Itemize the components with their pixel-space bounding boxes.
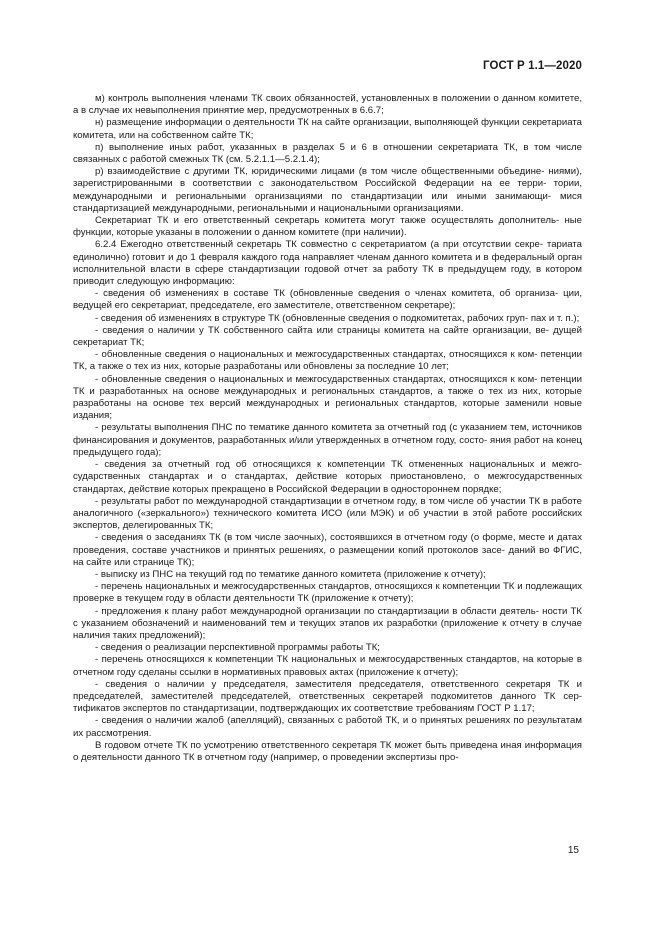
list-item: - обновленные сведения о национальных и межгосударственных стандартах, относящихся к ком- петенции ТК, а также о тех из них, которые разработаны или обновлены за последние 10 лет;	[73, 349, 582, 373]
paragraph: м) контроль выполнения членами ТК своих обязанностей, установленных в положении о данном комитете, а в случае их невыполнения принятие мер, предусмотренных в 6.6.7;	[73, 93, 582, 117]
paragraph: р) взаимодействие с другими ТК, юридическими лицами (в том числе общественными объедине- ниями), зарегистрированными в соответствии с законодательством Российской Федерации на ее терри- тории, международными и региональными организациями по стандартизации или иными занимающи- мися стандартизацией международными, региональными и национальными организациями.	[73, 166, 582, 214]
list-item: - сведения о наличии у председателя, заместителя председателя, ответственного секретаря ТК и председателей, заместителей председателей, ответственных секретарей подкомитетов данного ТК сер- тификатов экспертов по стандартизации, подтверждающих их соответствие требованиям ГОСТ Р 1.17;	[73, 678, 582, 715]
list-item: - выписку из ПНС на текущий год по тематике данного комитета (приложение к отчету);	[95, 568, 486, 580]
list-item: - сведения об изменениях в структуре ТК (обновленные сведения о подкомитетах, рабочих груп- пах и т. п.);	[95, 312, 580, 324]
list-item: - сведения о заседаниях ТК (в том числе заочных), состоявшихся в отчетном году (о форме, месте и датах проведения, составе участников и принятых решениях, о размещении копий протоколов засе- даний во ФГИС, на сайте или странице ТК);	[73, 532, 582, 568]
list-item: - сведения о реализации перспективной программы работы ТК;	[95, 642, 380, 654]
paragraph: н) размещение информации о деятельности ТК на сайте организации, выполняющей функции секретариата комитета, или на собственном сайте ТК;	[73, 117, 582, 141]
standard-code-header: ГОСТ Р 1.1—2020	[483, 60, 582, 72]
list-item: - перечень национальных и межгосударственных стандартов, относящихся к компетенции ТК и подлежащих проверке в текущем году в области деятельности ТК (приложение к отчету);	[73, 581, 582, 605]
paragraph: п) выполнение иных работ, указанных в разделах 5 и 6 в отношении секретариата ТК, в том числе связанных с работой смежных ТК (см. 5.2.1.1—5.2.1.4);	[73, 141, 582, 166]
list-item: - обновленные сведения о национальных и межгосударственных стандартах, относящихся к ком- петенции ТК и разработанных на основе международных и региональных стандартов, а также о тех из них, которые разработаны на основе тех версий международных и региональных стандартов, которые заменили новые издания;	[73, 373, 582, 422]
list-item: - результаты работ по международной стандартизации в отчетном году, в том числе об участии ТК в работе аналогичного («зеркального») технического комитета ИСО (или МЭК) и об участии в этой работе российских экспертов, делегированных ТК;	[73, 495, 582, 532]
document-body	[73, 93, 582, 764]
list-item: - перечень относящихся к компетенции ТК национальных и межгосударственных стандартов, на которые в отчетном году сделаны ссылки в нормативных правовых актах (приложение к отчету);	[73, 654, 582, 678]
list-item: - сведения за отчетный год об относящихся к компетенции ТК отмененных национальных и межго- сударственных стандартах и о стандартах, действие которых приостановлено, о межгосударственных стандартах, действие которых прекращено в Российской Федерации в одностороннем порядке;	[73, 459, 582, 495]
list-item: - сведения об изменениях в составе ТК (обновленные сведения о членах комитета, об организа- ции, ведущей его секретариат, председателе, его заместителе, ответственном секретаре);	[73, 288, 582, 312]
list-item: - сведения о наличии у ТК собственного сайта или страницы комитета на сайте организации, ве- дущей секретариат ТК;	[73, 324, 582, 349]
paragraph: Секретариат ТК и его ответственный секретарь комитета могут также осуществлять дополнитель- ные функции, которые указаны в положении о данном комитете (при наличии).	[73, 215, 582, 239]
paragraph: 6.2.4 Ежегодно ответственный секретарь ТК совместно с секретариатом (а при отсутствии секре- тариата единолично) готовит и до 1 февраля каждого года направляет членам данного комитета и в федеральный орган исполнительной власти в сфере стандартизации годовой отчет за работу ТК в предыдущем году, в котором приводит следующую информацию:	[73, 239, 582, 288]
list-item: - результаты выполнения ПНС по тематике данного комитета за отчетный год (с указанием тем, источников финансирования и документов, разработанных и/или утвержденных в отчетном году, состо- яния работ на конец предыдущего года);	[73, 422, 582, 458]
list-item: - предложения к плану работ международной организации по стандартизации в области деятель- ности ТК с указанием обозначений и наименований тем и текущих этапов их разработки (приложение к отчету в случае наличия таких предложений);	[73, 605, 582, 641]
list-item: - сведения о наличии жалоб (апелляций), связанных с работой ТК, и о принятых решениях по результатам их рассмотрения.	[73, 715, 582, 739]
page-number: 15	[567, 845, 579, 856]
paragraph: В годовом отчете ТК по усмотрению ответственного секретаря ТК может быть приведена иная информация о деятельности данного ТК в отчетном году (например, о проведении экспертизы про-	[73, 739, 582, 763]
